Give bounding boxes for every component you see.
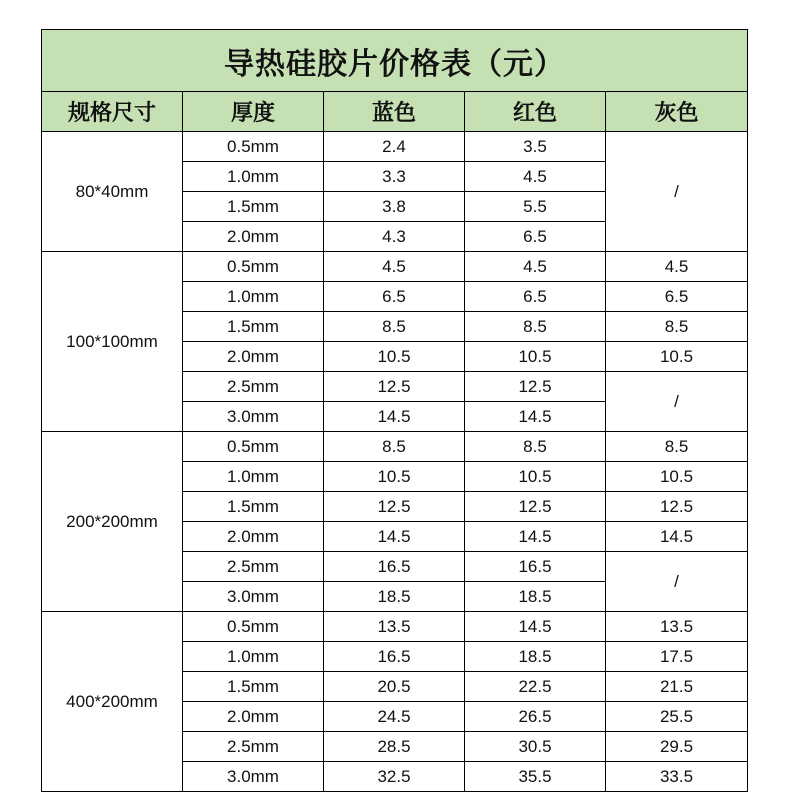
red-price-cell: 22.5 <box>465 672 606 702</box>
header-blue: 蓝色 <box>324 92 465 132</box>
thickness-cell: 2.0mm <box>183 702 324 732</box>
red-price-cell: 6.5 <box>465 282 606 312</box>
gray-price-cell: 29.5 <box>606 732 748 762</box>
gray-price-cell: 8.5 <box>606 432 748 462</box>
thickness-cell: 1.0mm <box>183 642 324 672</box>
red-price-cell: 4.5 <box>465 162 606 192</box>
blue-price-cell: 14.5 <box>324 402 465 432</box>
blue-price-cell: 13.5 <box>324 612 465 642</box>
thickness-cell: 2.0mm <box>183 222 324 252</box>
thickness-cell: 1.0mm <box>183 462 324 492</box>
price-table <box>41 29 748 792</box>
red-price-cell: 14.5 <box>465 522 606 552</box>
red-price-cell: 30.5 <box>465 732 606 762</box>
thickness-cell: 2.0mm <box>183 522 324 552</box>
blue-price-cell: 3.8 <box>324 192 465 222</box>
size-cell: 100*100mm <box>42 252 183 432</box>
gray-price-cell: / <box>606 372 748 432</box>
gray-price-cell: 12.5 <box>606 492 748 522</box>
gray-price-cell: 25.5 <box>606 702 748 732</box>
blue-price-cell: 16.5 <box>324 642 465 672</box>
title-row <box>42 30 748 92</box>
red-price-cell: 14.5 <box>465 402 606 432</box>
thickness-cell: 1.5mm <box>183 672 324 702</box>
thickness-cell: 1.5mm <box>183 192 324 222</box>
red-price-cell: 12.5 <box>465 372 606 402</box>
size-cell: 200*200mm <box>42 432 183 612</box>
thickness-cell: 2.5mm <box>183 552 324 582</box>
size-cell: 80*40mm <box>42 132 183 252</box>
red-price-cell: 8.5 <box>465 432 606 462</box>
gray-price-cell: 4.5 <box>606 252 748 282</box>
gray-price-cell: / <box>606 132 748 252</box>
red-price-cell: 10.5 <box>465 342 606 372</box>
red-price-cell: 6.5 <box>465 222 606 252</box>
blue-price-cell: 24.5 <box>324 702 465 732</box>
thickness-cell: 0.5mm <box>183 252 324 282</box>
blue-price-cell: 18.5 <box>324 582 465 612</box>
red-price-cell: 14.5 <box>465 612 606 642</box>
gray-price-cell: 10.5 <box>606 342 748 372</box>
blue-price-cell: 12.5 <box>324 492 465 522</box>
gray-price-cell: 17.5 <box>606 642 748 672</box>
blue-price-cell: 4.5 <box>324 252 465 282</box>
thickness-cell: 2.5mm <box>183 732 324 762</box>
red-price-cell: 26.5 <box>465 702 606 732</box>
header-gray: 灰色 <box>606 92 748 132</box>
red-price-cell: 4.5 <box>465 252 606 282</box>
thickness-cell: 0.5mm <box>183 132 324 162</box>
blue-price-cell: 6.5 <box>324 282 465 312</box>
red-price-cell: 35.5 <box>465 762 606 792</box>
thickness-cell: 3.0mm <box>183 582 324 612</box>
red-price-cell: 10.5 <box>465 462 606 492</box>
blue-price-cell: 2.4 <box>324 132 465 162</box>
thickness-cell: 2.0mm <box>183 342 324 372</box>
table-row <box>42 132 748 162</box>
blue-price-cell: 10.5 <box>324 462 465 492</box>
blue-price-cell: 20.5 <box>324 672 465 702</box>
blue-price-cell: 28.5 <box>324 732 465 762</box>
blue-price-cell: 32.5 <box>324 762 465 792</box>
table-row <box>42 612 748 642</box>
header-red: 红色 <box>465 92 606 132</box>
blue-price-cell: 8.5 <box>324 312 465 342</box>
red-price-cell: 3.5 <box>465 132 606 162</box>
thickness-cell: 3.0mm <box>183 762 324 792</box>
thickness-cell: 3.0mm <box>183 402 324 432</box>
gray-price-cell: 8.5 <box>606 312 748 342</box>
gray-price-cell: 14.5 <box>606 522 748 552</box>
gray-price-cell: / <box>606 552 748 612</box>
gray-price-cell: 13.5 <box>606 612 748 642</box>
thickness-cell: 0.5mm <box>183 432 324 462</box>
blue-price-cell: 4.3 <box>324 222 465 252</box>
gray-price-cell: 33.5 <box>606 762 748 792</box>
red-price-cell: 16.5 <box>465 552 606 582</box>
thickness-cell: 1.5mm <box>183 492 324 522</box>
red-price-cell: 8.5 <box>465 312 606 342</box>
table-row <box>42 432 748 462</box>
blue-price-cell: 16.5 <box>324 552 465 582</box>
header-thickness: 厚度 <box>183 92 324 132</box>
gray-price-cell: 6.5 <box>606 282 748 312</box>
blue-price-cell: 14.5 <box>324 522 465 552</box>
red-price-cell: 18.5 <box>465 642 606 672</box>
red-price-cell: 12.5 <box>465 492 606 522</box>
size-cell: 400*200mm <box>42 612 183 792</box>
price-table-body <box>42 30 748 792</box>
header-row <box>42 92 748 132</box>
header-size: 规格尺寸 <box>42 92 183 132</box>
table-title: 导热硅胶片价格表（元） <box>42 30 748 92</box>
blue-price-cell: 12.5 <box>324 372 465 402</box>
red-price-cell: 5.5 <box>465 192 606 222</box>
thickness-cell: 1.0mm <box>183 162 324 192</box>
thickness-cell: 2.5mm <box>183 372 324 402</box>
table-row <box>42 252 748 282</box>
gray-price-cell: 21.5 <box>606 672 748 702</box>
blue-price-cell: 3.3 <box>324 162 465 192</box>
blue-price-cell: 8.5 <box>324 432 465 462</box>
thickness-cell: 1.0mm <box>183 282 324 312</box>
gray-price-cell: 10.5 <box>606 462 748 492</box>
blue-price-cell: 10.5 <box>324 342 465 372</box>
thickness-cell: 1.5mm <box>183 312 324 342</box>
red-price-cell: 18.5 <box>465 582 606 612</box>
thickness-cell: 0.5mm <box>183 612 324 642</box>
